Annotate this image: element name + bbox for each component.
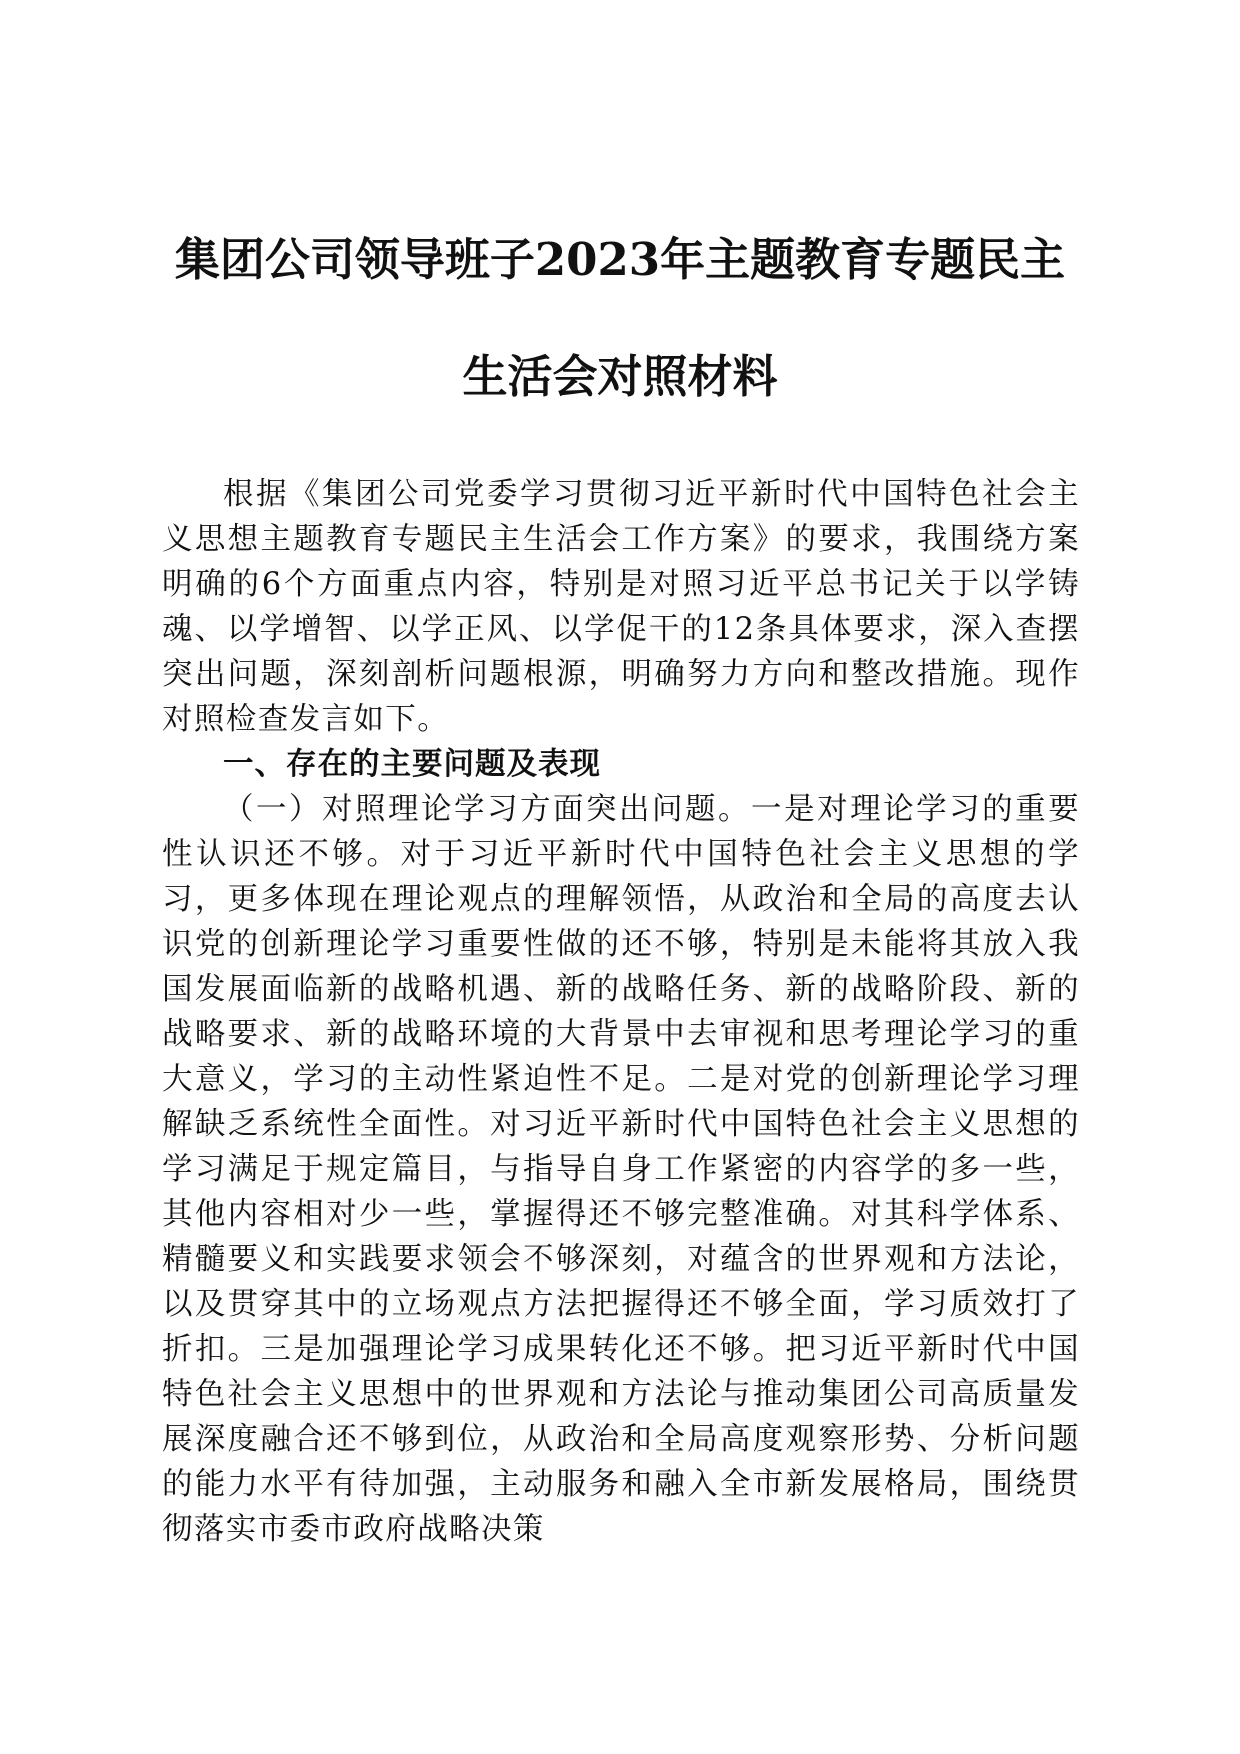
document-body: [162, 472, 1080, 1552]
intro-paragraph: 根据《集团公司党委学习贯彻习近平新时代中国特色社会主义思想主题教育专题民主生活会工作方案》的要求，我围绕方案明确的6个方面重点内容，特别是对照习近平总书记关于以学铸魂、以学增智、以学正风、以学促干的12条具体要求，深入查摆突出问题，深刻剖析问题根源，明确努力方向和整改措施。现作对照检查发言如下。: [162, 477, 1080, 737]
document-title-line-2: 生活会对照材料: [462, 350, 778, 403]
section-paragraph: （一）对照理论学习方面突出问题。一是对理论学习的重要性认识还不够。对于习近平新时代中国特色社会主义思想的学习，更多体现在理论观点的理解领悟，从政治和全局的高度去认识党的创新理论学习重要性做的还不够，特别是未能将其放入我国发展面临新的战略机遇、新的战略任务、新的战略阶段、新的战略要求、新的战略环境的大背景中去审视和思考理论学习的重大意义，学习的主动性紧迫性不足。二是对党的创新理论学习理解缺乏系统性全面性。对习近平新时代中国特色社会主义思想的学习满足于规定篇目，与指导自身工作紧密的内容学的多一些，其他内容相对少一些，掌握得还不够完整准确。对其科学体系、精髓要义和实践要求领会不够深刻，对蕴含的世界观和方法论，以及贯穿其中的立场观点方法把握得还不够全面，学习质效打了折扣。三是加强理论学习成果转化还不够。把习近平新时代中国特色社会主义思想中的世界观和方法论与推动集团公司高质量发展深度融合还不够到位，从政治和全局高度观察形势、分析问题的能力水平有待加强，主动服务和融入全市新发展格局，围绕贯彻落实市委市政府战略决策: [162, 792, 1080, 1547]
document-title-line-1: 集团公司领导班子2023年主题教育专题民主: [174, 233, 1066, 286]
section-heading: 一、存在的主要问题及表现: [223, 747, 601, 782]
